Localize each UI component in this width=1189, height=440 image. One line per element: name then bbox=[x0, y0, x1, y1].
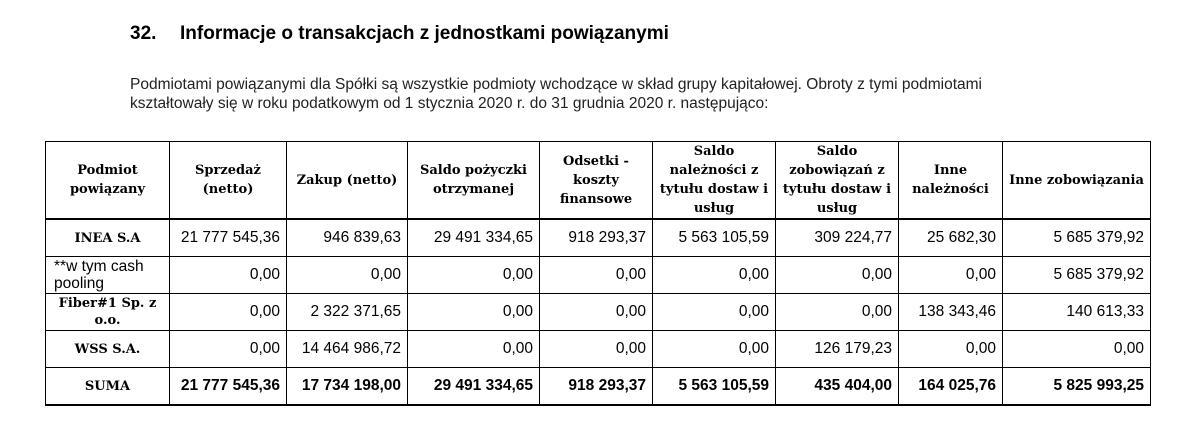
table-cell: 0,00 bbox=[287, 257, 408, 294]
related-party-transactions-table bbox=[45, 141, 1151, 406]
table-cell: 21 777 545,36 bbox=[170, 219, 287, 257]
table-cell: 0,00 bbox=[653, 257, 776, 294]
table-cell: 2 322 371,65 bbox=[287, 294, 408, 331]
table-cell: 918 293,37 bbox=[540, 219, 653, 257]
table-cell: 0,00 bbox=[776, 294, 899, 331]
total-cell: 29 491 334,65 bbox=[408, 368, 540, 406]
column-header: Podmiot powiązany bbox=[46, 142, 170, 220]
table-cell: 0,00 bbox=[170, 331, 287, 368]
intro-paragraph bbox=[130, 75, 1130, 113]
table-cell: 0,00 bbox=[1003, 331, 1151, 368]
table-cell: 5 685 379,92 bbox=[1003, 219, 1151, 257]
total-cell: 21 777 545,36 bbox=[170, 368, 287, 406]
section-heading bbox=[130, 23, 669, 45]
table-cell: 0,00 bbox=[540, 331, 653, 368]
table-cell: 0,00 bbox=[540, 257, 653, 294]
column-header: Odsetki - koszty finansowe bbox=[540, 142, 653, 220]
intro-line-1: Podmiotami powiązanymi dla Spółki są wszystkie podmioty wchodzące w skład grupy kapitałowej. Obroty z tymi podmiotami bbox=[130, 76, 982, 93]
table-cell: 0,00 bbox=[776, 257, 899, 294]
table-row bbox=[46, 294, 1151, 331]
table-cell: 0,00 bbox=[540, 294, 653, 331]
entity-name: INEA S.A bbox=[46, 219, 170, 257]
section-title: Informacje o transakcjach z jednostkami powiązanymi bbox=[180, 23, 669, 44]
table-cell: 0,00 bbox=[408, 294, 540, 331]
column-header: Inne należności bbox=[899, 142, 1003, 220]
entity-name: WSS S.A. bbox=[46, 331, 170, 368]
intro-line-2: kształtowały się w roku podatkowym od 1 stycznia 2020 r. do 31 grudnia 2020 r. następująco: bbox=[130, 95, 769, 112]
table-cell: 0,00 bbox=[899, 257, 1003, 294]
column-header: Zakup (netto) bbox=[287, 142, 408, 220]
table-cell: 138 343,46 bbox=[899, 294, 1003, 331]
entity-name: Fiber#1 Sp. z o.o. bbox=[46, 294, 170, 331]
entity-name: **w tym cash pooling bbox=[46, 257, 170, 294]
column-header: Saldo należności z tytułu dostaw i usług bbox=[653, 142, 776, 220]
table-cell: 0,00 bbox=[170, 257, 287, 294]
table-cell: 0,00 bbox=[408, 331, 540, 368]
total-label: SUMA bbox=[46, 368, 170, 406]
table-cell: 0,00 bbox=[170, 294, 287, 331]
column-header: Saldo pożyczki otrzymanej bbox=[408, 142, 540, 220]
table-cell: 140 613,33 bbox=[1003, 294, 1151, 331]
table-row bbox=[46, 331, 1151, 368]
table-header-row bbox=[46, 142, 1151, 220]
table-cell: 5 685 379,92 bbox=[1003, 257, 1151, 294]
table-cell: 946 839,63 bbox=[287, 219, 408, 257]
total-cell: 435 404,00 bbox=[776, 368, 899, 406]
table-cell: 29 491 334,65 bbox=[408, 219, 540, 257]
table-row bbox=[46, 257, 1151, 294]
table-cell: 126 179,23 bbox=[776, 331, 899, 368]
table-cell: 309 224,77 bbox=[776, 219, 899, 257]
table-cell: 0,00 bbox=[899, 331, 1003, 368]
column-header: Sprzedaż (netto) bbox=[170, 142, 287, 220]
total-cell: 918 293,37 bbox=[540, 368, 653, 406]
table-cell: 0,00 bbox=[653, 331, 776, 368]
total-cell: 164 025,76 bbox=[899, 368, 1003, 406]
table-total-row bbox=[46, 368, 1151, 406]
column-header: Saldo zobowiązań z tytułu dostaw i usług bbox=[776, 142, 899, 220]
total-cell: 17 734 198,00 bbox=[287, 368, 408, 406]
section-number: 32. bbox=[130, 23, 157, 44]
table-cell: 0,00 bbox=[408, 257, 540, 294]
column-header: Inne zobowiązania bbox=[1003, 142, 1151, 220]
table-cell: 14 464 986,72 bbox=[287, 331, 408, 368]
total-cell: 5 825 993,25 bbox=[1003, 368, 1151, 406]
table-cell: 5 563 105,59 bbox=[653, 219, 776, 257]
table-cell: 25 682,30 bbox=[899, 219, 1003, 257]
total-cell: 5 563 105,59 bbox=[653, 368, 776, 406]
table-row bbox=[46, 219, 1151, 257]
table-cell: 0,00 bbox=[653, 294, 776, 331]
